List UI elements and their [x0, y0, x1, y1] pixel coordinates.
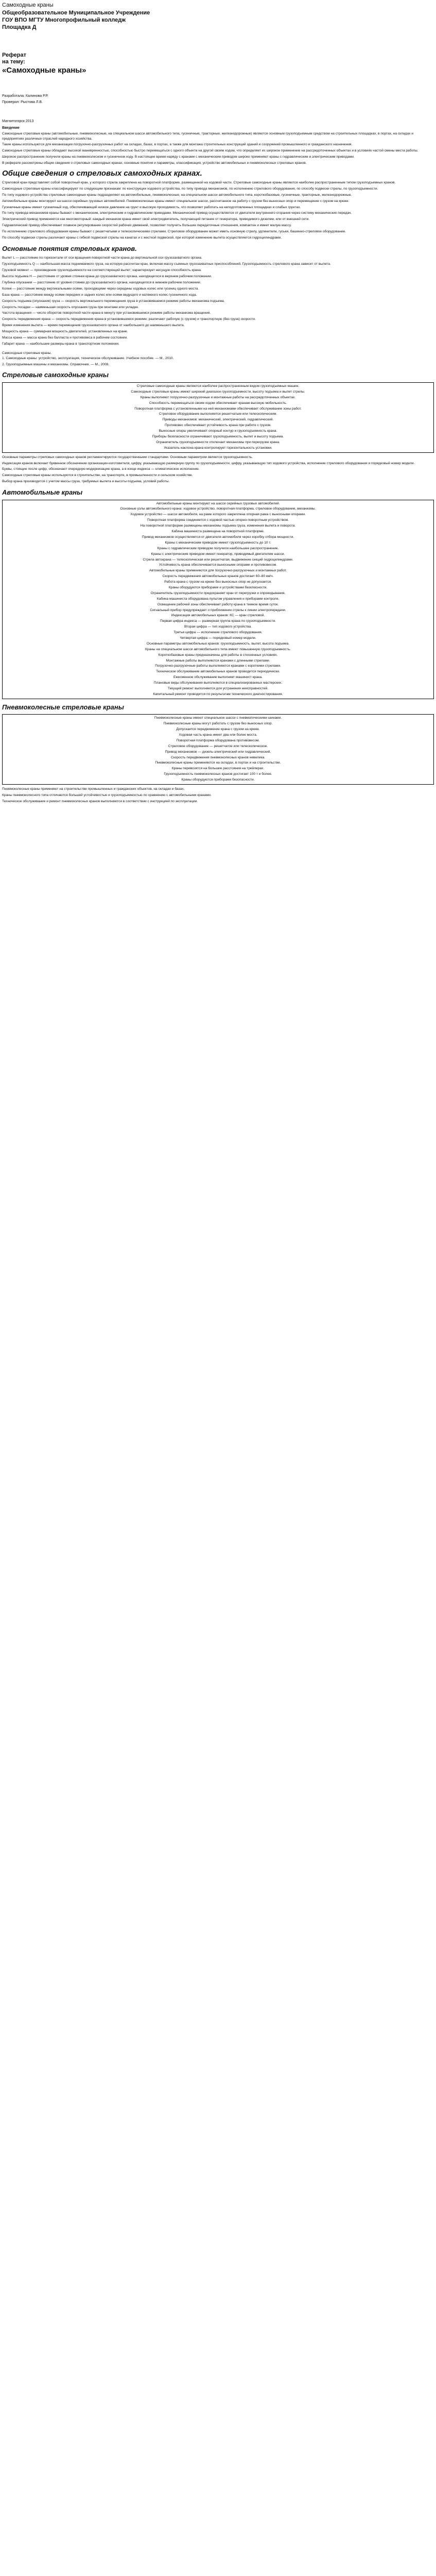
section-pneumatic-cranes: [2, 702, 434, 804]
paragraph: Масса крана — масса крана без балласта и противовеса в рабочем состоянии.: [2, 336, 128, 340]
paragraph: Кабина машиниста размещена на поворотной платформе.: [171, 530, 265, 534]
paragraph: Самоходные стреловые краны имеют широкий диапазон грузоподъемности, высоту подъема и вылет стрелы.: [131, 389, 305, 394]
section-mobile-cranes: [2, 370, 434, 484]
document-title: «Самоходные краны»: [2, 66, 86, 75]
references-block: [2, 351, 434, 367]
paragraph: Ежесменное обслуживание выполняет машинист крана.: [173, 675, 263, 680]
paragraph: По исполнению стрелового оборудования краны бывают с решетчатыми и телескопическими стрелами. Стреловое оборудование может иметь основную стрелу, удлинители, гуськи, башенно-стреловое оборудование.: [2, 230, 346, 234]
paragraph: Краны с механическим приводом имеют грузоподъемность до 10 т.: [165, 540, 271, 545]
checker-line: Проверил: Рыстова Л.В.: [2, 100, 43, 104]
organization-line: Площадка Д: [2, 24, 37, 31]
paragraph: Техническое обслуживание и ремонт пневмоколесных кранов выполняются в соответствии с инструкцией по эксплуатации.: [2, 799, 198, 803]
paragraph: Четвертая цифра — порядковый номер модели.: [180, 636, 256, 640]
section-truck-cranes: [2, 487, 434, 699]
paragraph: Основные параметры стреловых самоходных кранов регламентируются государственными стандартами. Основным параметром является грузоподъемность.: [2, 455, 253, 459]
paragraph: Выносные опоры увеличивают опорный контур и грузоподъемность крана.: [159, 429, 277, 433]
framed-text-box: [2, 382, 434, 453]
paragraph: Стреловые самоходные краны являются наиболее распространенным видом грузоподъемных машин.: [136, 384, 300, 388]
section-general: [2, 169, 434, 241]
paragraph: Погрузочно-разгрузочные работы выполняются кранами с короткими стрелами.: [155, 664, 281, 668]
paragraph: Кабина машиниста оборудована пультом управления и приборами контроля.: [156, 597, 280, 601]
paragraph: Стрела автокрана — телескопическая или решетчатая, выдвижение секций гидроцилиндрами.: [143, 557, 293, 562]
paragraph: Стреловое оборудование — решетчатое или телескопическое.: [168, 744, 268, 748]
authors-block: [2, 93, 434, 106]
paragraph: Работа крана с грузом на крюке без выносных опор не допускается.: [164, 580, 272, 584]
paragraph: Скорость передвижения крана — скорость передвижения крана в установившемся режиме; различают рабочую (с грузом) и транспортную (без груза) скорости.: [2, 317, 256, 321]
paragraph: Высота подъема H — расстояние от уровня стоянки крана до грузозахватного органа, находящегося в верхнем рабочем положении.: [2, 275, 212, 279]
paragraph: Основные узлы автомобильного крана: ходовое устройство, поворотная платформа, стреловое оборудование, механизмы.: [120, 507, 316, 511]
developer-line: Разработала: Калинова Р.Р.: [2, 94, 48, 98]
paragraph: Выбор крана производится с учетом массы груза, требуемых вылета и высоты подъема, условий работы.: [2, 480, 170, 484]
section-paragraphs: [2, 180, 434, 241]
paragraph: Электрический привод применяется как многомоторный: каждый механизм крана имеет свой электродвигатель, получающий питание от генератора, приводимого дизелем, или от внешней сети.: [2, 217, 310, 222]
paragraph: Краны пневмоколесного типа отличаются большей устойчивостью и грузоподъемностью по сравнению с автомобильными кранами.: [2, 793, 212, 797]
report-label: Реферат: [2, 52, 27, 58]
paragraph: Пневмоколесные краны могут работать с грузом без выносных опор.: [163, 722, 273, 726]
paragraph: Ходовое устройство — шасси автомобиля, на раме которого закреплена опорная рама с выносными опорами.: [130, 513, 306, 517]
section-heading: Стреловые самоходные краны: [2, 371, 109, 379]
paragraph: Скорость передвижения пневмоколесных кранов невелика.: [171, 755, 265, 759]
paragraph: 2. Грузоподъемные машины и механизмы. Справочник. — М., 2008.: [2, 362, 110, 366]
paragraph: В реферате рассмотрены общие сведения о стреловых самоходных кранах, основные понятия и параметры, классификация, устройство автомобильных и пневмоколесных стреловых кранов.: [2, 161, 307, 165]
section-paragraphs: [2, 256, 434, 346]
paragraph: По типу привода механизмов краны бывают с механическим, электрическим и гидравлическим приводами. Механический привод осуществляется от двигателя внутреннего сгорания через систему механических передач.: [2, 211, 352, 215]
framed-text-box: [2, 714, 434, 785]
paragraph: Освещение рабочей зоны обеспечивает работу крана в темное время суток.: [157, 602, 279, 606]
paragraph: Стреловое оборудование выполняется решетчатым или телескопическим.: [159, 412, 277, 416]
intro-section: [2, 126, 434, 166]
paragraph: Устойчивость крана обеспечивается выносными опорами и противовесом.: [159, 563, 277, 567]
paragraph: Автомобильные краны монтируют на шасси серийных грузовых автомобилей.: [156, 501, 280, 505]
topic-label: на тему:: [2, 59, 25, 65]
section-paragraphs: [2, 787, 434, 804]
section-heading: Автомобильные краны: [2, 488, 83, 497]
paragraph: Глубина опускания — расстояние от уровня стоянки до грузозахватного органа, находящегося в нижнем рабочем положении.: [2, 280, 201, 284]
paragraph: Мощность крана — суммарная мощность двигателей, установленных на кране.: [2, 330, 128, 334]
paragraph: Основные параметры автомобильных кранов: грузоподъемность, вылет, высота подъема.: [146, 641, 290, 646]
paragraph: Грузоподъемность Q — наибольшая масса поднимаемого груза, на которую рассчитан кран, включая массу съемных грузозахватных приспособлений. Грузоподъемность стрелового крана зависит от вылета.: [2, 262, 331, 266]
paragraph: Техническое обслуживание автомобильных кранов проводится периодически.: [156, 670, 280, 674]
paragraph: По типу ходового устройства стреловые самоходные краны подразделяют на автомобильные, пневмоколесные, на специальном шасси автомобильного типа, короткобазовые, гусеничные, тракторные, железнодорожные.: [2, 193, 352, 197]
paragraph: Пневмоколесные краны применяют на строительстве промышленных и гражданских объектов, на складах и базах.: [2, 787, 185, 791]
section-heading: Общие сведения о стреловых самоходных кранах.: [2, 169, 202, 178]
paragraph: Сигнальный прибор предупреждает о приближении стрелы к линии электропередачи.: [150, 608, 286, 612]
paragraph: Автомобильные краны применяются для погрузочно-разгрузочных и монтажных работ.: [149, 569, 287, 573]
paragraph: Ограничитель грузоподъемности отключает механизмы при перегрузке крана.: [156, 440, 280, 444]
paragraph: Ходовая часть крана имеет два или более моста.: [179, 733, 257, 737]
references-heading: Самоходные стреловые краны.: [2, 351, 52, 355]
paragraph: Частота вращения — число оборотов поворотной части крана в минуту при установившемся режиме работы механизма вращения.: [2, 311, 211, 315]
paragraph: Приводы механизмов: механический, электрический, гидравлический.: [162, 418, 274, 422]
organization-name: [2, 9, 434, 31]
paragraph: Габарит крана — наибольшие размеры крана в транспортном положении.: [2, 342, 119, 346]
paragraph: Монтажные работы выполняются кранами с длинными стрелами.: [166, 658, 270, 663]
paragraph: Поворотная платформа соединяется с ходовой частью опорно-поворотным устройством.: [147, 518, 289, 522]
paragraph: Самоходные стреловые краны классифицируют по следующим признакам: по конструкции ходового устройства, по типу привода механизмов, по исполнению стрелового оборудования, по способу подвески стрелы, по грузоподъемности.: [2, 187, 378, 191]
paragraph: Самоходные стреловые краны используются в строительстве, на транспорте, в промышленности и сельском хозяйстве.: [2, 473, 193, 478]
paragraph: Пневмоколесные краны применяются на складах, в портах и на строительстве.: [155, 761, 281, 765]
paragraph: Время изменения вылета — время перемещения грузозахватного органа от наибольшего до наименьшего вылета.: [2, 324, 185, 328]
paragraph: По способу подвески стрелы различают краны с гибкой подвеской стрелы на канатах и с жесткой подвеской, при которой изменение вылета осуществляется гидроцилиндрами.: [2, 236, 282, 240]
paragraph: Вторая цифра — тип ходового устройства.: [184, 625, 252, 629]
paragraph: Поворотная платформа оборудована противовесом.: [176, 738, 260, 742]
paragraph: Короткобазовые краны предназначены для работы в стесненных условиях.: [158, 653, 278, 657]
paragraph: Приборы безопасности ограничивают грузоподъемность, вылет и высоту подъема.: [152, 434, 284, 438]
paragraph: Допускается передвижение крана с грузом на крюке.: [176, 727, 260, 732]
organization-line: Общеобразовательное Муниципальное Учреждение: [2, 9, 150, 16]
paragraph: Поворотная платформа с установленными на ней механизмами обеспечивает обслуживание зоны работ.: [134, 406, 302, 411]
paragraph: Буквы, стоящие после цифр, обозначают очередную модернизацию крана, а в конце индекса — климатическое исполнение.: [2, 467, 200, 471]
paragraph: Гидравлический привод обеспечивает плавное регулирование скоростей рабочих движений, позволяет получить большие передаточные отношения, компактен и имеет малую массу.: [2, 224, 292, 228]
paragraph: Ограничитель грузоподъемности предохраняет кран от перегрузки и опрокидывания.: [150, 591, 286, 595]
section-heading: Основные понятия стреловых кранов.: [2, 244, 137, 252]
paragraph: Скорость подъема (опускания) груза — скорость вертикального перемещения груза в установившемся режиме работы механизма подъема.: [2, 299, 225, 303]
paragraph: Колея — расстояние между вертикальными осями, проходящими через середины ходовых колес или гусениц одного моста.: [2, 286, 199, 291]
paragraph: Указатель наклона крана контролирует горизонтальность установки.: [164, 446, 272, 450]
paragraph: Грузовой момент — произведение грузоподъемности на соответствующий вылет; характеризует несущую способность крана.: [2, 268, 202, 273]
paragraph: Привод механизмов осуществляется от двигателя автомобиля через коробку отбора мощности.: [142, 535, 294, 539]
paragraph: На поворотной платформе размещены механизмы подъема груза, изменения вылета и поворота.: [140, 524, 296, 528]
framed-text-box: [2, 500, 434, 699]
report-block: [2, 52, 434, 76]
paragraph: Такие краны используются для механизации погрузочно-разгрузочных работ на складах, базах, в портах, а также для монтажа строительных конструкций зданий и сооружений промышленного и гражданского назначения.: [2, 143, 353, 147]
document-top-title: Самоходные краны: [2, 2, 54, 8]
paragraph: Привод механизмов — дизель-электрический или гидравлический.: [165, 750, 271, 754]
paragraph: Самоходные стреловые краны (автомобильные, пневмоколесные, на специальном шасси автомобильного типа, гусеничные, тракторные, железнодорожные) являются основным грузоподъемным средством на строительных площадках, в портах, на складах и предприятиях различных отраслей народного хозяйства.: [2, 131, 413, 141]
paragraph: Краны выполняют погрузочно-разгрузочные и монтажные работы на рассредоточенных объектах.: [140, 395, 296, 399]
paragraph: Скорость передвижения автомобильных кранов достигает 60–80 км/ч.: [162, 574, 274, 579]
section-concepts: [2, 244, 434, 347]
paragraph: Краны перевозятся на большие расстояния на трейлерах.: [171, 767, 265, 771]
paragraph: Грузоподъемность пневмоколесных кранов достигает 100 т и более.: [164, 772, 272, 776]
paragraph: Широкое распространение получили краны на пневмоколесном и гусеничном ходу. В настоящее время наряду с кранами с механическим приводом широко применяют краны с гидравлическим и электрическим приводами.: [2, 155, 355, 159]
place-year: Магнитогорск 2013: [2, 119, 34, 123]
paragraph: Краны с электрическим приводом имеют генератор, приводимый двигателем шасси.: [151, 552, 285, 556]
paragraph: Плановые виды обслуживания выполняются в специализированных мастерских.: [153, 681, 283, 685]
paragraph: Противовес обеспечивает устойчивость крана при работе с грузом.: [164, 423, 272, 428]
section-paragraphs: [2, 455, 434, 484]
section-heading: Пневмоколесные стреловые краны: [2, 703, 124, 711]
paragraph: Краны оборудуются приборами безопасности.: [181, 778, 255, 782]
intro-heading: Введение: [2, 126, 20, 130]
paragraph: Третья цифра — исполнение стрелового оборудования.: [173, 631, 263, 635]
paragraph: Краны с гидравлическим приводом получили наибольшее распространение.: [157, 546, 279, 550]
paragraph: Вылет L — расстояние по горизонтали от оси вращения поворотной части крана до вертикальной оси грузозахватного органа.: [2, 256, 202, 260]
paragraph: Текущий ремонт выполняется для устранения неисправностей.: [167, 686, 269, 690]
paragraph: Самоходные стреловые краны обладают высокой маневренностью, способностью быстро перемещаться с одного объекта на другой своим ходом, что определяет их широкое применение на рассредоточенных объектах и в условиях частой смены места работы.: [2, 149, 418, 153]
paragraph: Пневмоколесные краны имеют специальное шасси с пневматическими шинами.: [154, 716, 282, 720]
paragraph: Автомобильные краны монтируют на шасси серийных грузовых автомобилей. Пневмоколесные краны имеют специальное шасси, рассчитанное на работу с грузом без выносных опор и перемещение с грузом на крюке.: [2, 199, 350, 203]
intro-paragraphs: [2, 131, 434, 166]
paragraph: Гусеничные краны имеют гусеничный ход, обеспечивающий низкое давление на грунт и высокую проходимость, что позволяет работать на неподготовленных площадках и слабых грунтах.: [2, 205, 301, 209]
paragraph: Краны на специальном шасси автомобильного типа имеют повышенную грузоподъемность.: [145, 647, 291, 651]
organization-line: ГОУ ВПО МГТУ Многопрофильный колледж: [2, 17, 126, 24]
references-list: [2, 356, 434, 367]
paragraph: 1. Самоходные краны: устройство, эксплуатация, техническое обслуживание. Учебное пособие. — М., 2010.: [2, 356, 174, 360]
paragraph: Краны оборудуются приборами и устройствами безопасности.: [168, 585, 268, 589]
paragraph: Индексация кранов включает буквенное обозначение организации-изготовителя, цифру, указывающую размерную группу по грузоподъемности, цифру, указывающую тип ходового устройства, исполнение стрелового оборудования и порядковый номер модели.: [2, 461, 415, 465]
paragraph: Капитальный ремонт проводится по результатам технического диагностирования.: [153, 692, 283, 696]
paragraph: Первая цифра индекса — размерная группа крана по грузоподъемности.: [160, 619, 276, 623]
paragraph: Индексация автомобильных кранов: КС — кран стреловой.: [171, 614, 265, 618]
paragraph: Способность перемещаться своим ходом обеспечивает кранам высокую мобильность.: [149, 401, 287, 405]
paragraph: База крана — расстояние между осями передних и задних колес или осями ведущего и натяжного колес гусеничного хода.: [2, 293, 197, 297]
paragraph: Скорость посадки — наименьшая скорость опускания груза при монтаже или укладке.: [2, 305, 139, 309]
paragraph: Стреловой кран представляет собой поворотный кран, у которого стрела закреплена на поворотной платформе, размещенной на ходовой части. Стреловые самоходные краны являются наиболее распространенным типом грузоподъемных кранов.: [2, 181, 396, 185]
